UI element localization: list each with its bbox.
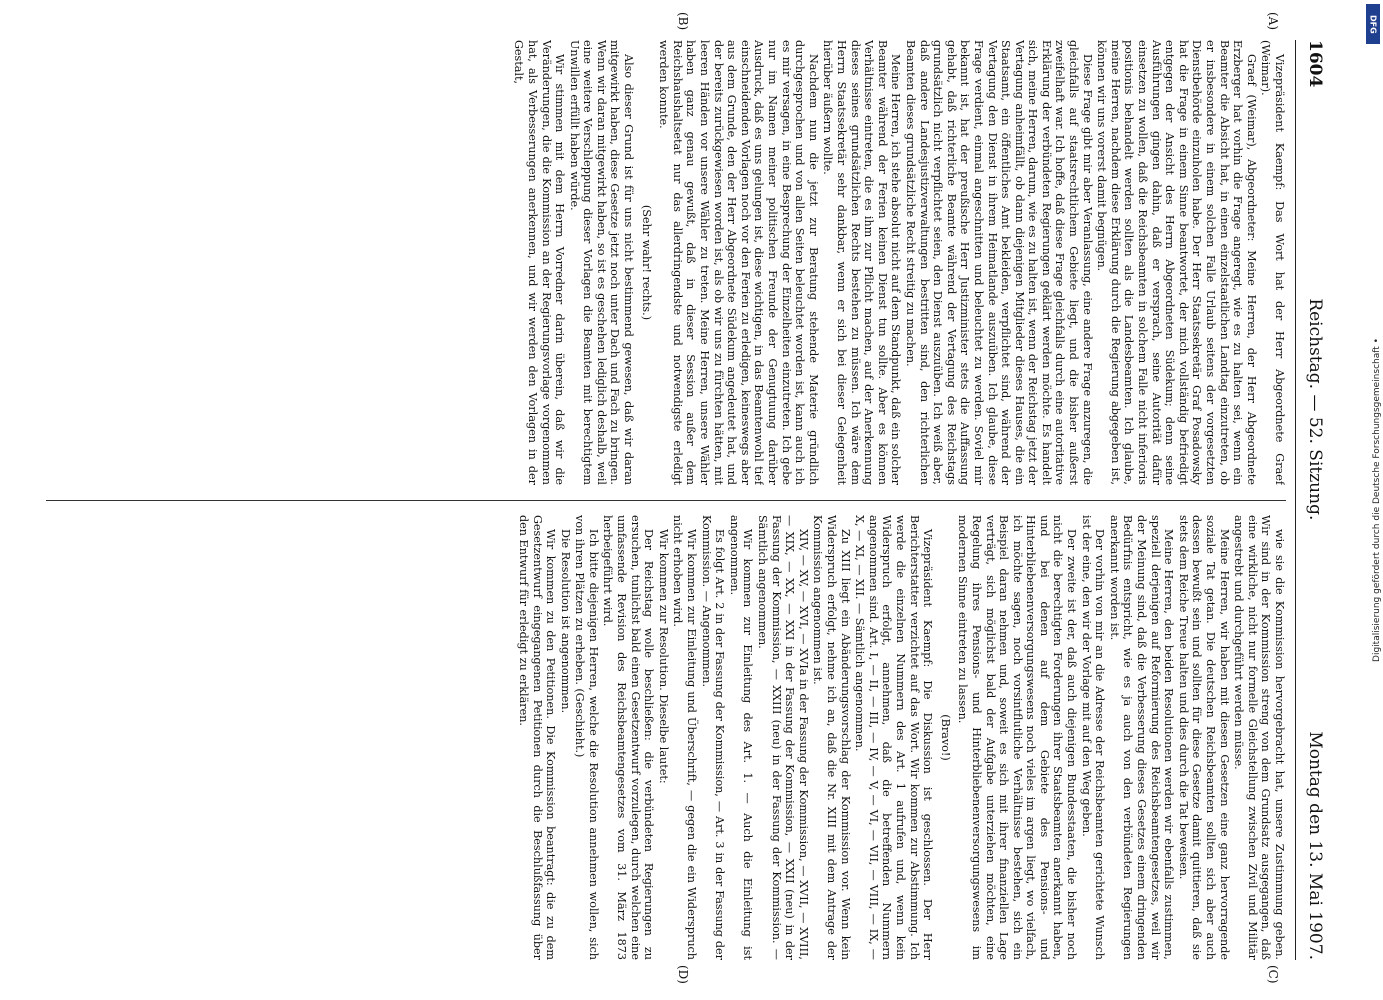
paragraph: Meine Herren, wir haben mit diesen Gesetzen eine ganz hervorragende soziale Tat getan. Die deutschen Reichsbeamten sollten sich aber auch dessen bewußt sein und sollten für diese Gesetze damit quittieren, daß sie stets dem Reiche Treue halten und dies durch die Tat beweisen. [1176,515,1231,960]
column-divider [46,500,1286,501]
paragraph: Nachdem nun die jetzt zur Beratung stehende Materie gründlich durchgesprochen und von allen Seiten beleuchtet worden ist, kann auch ich es mir versagen, in eine Besprechung der Einzelheiten einzutreten. Ich gebe nur im Namen meiner politischen Freunde der Genugtuung darüber Ausdruck, daß es uns gelungen ist, diese wichtigen, in das Beamtenwohl tief einschneidenden Vorlagen noch vor den Ferien zu erledigen, keineswegs aber aus dem Grunde, den der Herr Abgeordnete Südekum angedeutet hat, und der bereits zurückgewiesen worden ist, als ob wir uns zu fürchten hätten, mit leeren Händen vor unsere Wähler zu treten. Meine Herren, unsere Wähler haben ganz genau gewußt, daß in dieser Session außer dem Reichshaushaltsetat nur das allerdringendste und notwendigste erledigt werden konnte. [657,40,820,485]
paragraph: XIV, — XV, — XVI, — XVIa in der Fassung der Kommission, — XVII, — XVIII, — XIX, — XX, — XXI in der Fassung der Kommission, — XXII (neu) in der Fassung der Kommission, — XXIII (neu) in der Fassung der Kommission. — Sämtlich angenommen. [756,515,810,960]
right-column [46,515,1286,960]
paragraph: Vizepräsident Kaempf: Die Diskussion ist geschlossen. Der Herr Berichterstatter verzichtet auf das Wort. Wir kommen zur Abstimmung. Ich werde die einzelnen Nummern des Art. 1 aufrufen und, wenn kein Widerspruch erfolgt, annehmen, daß die betreffenden Nummern angenommen sind. Art. I, — II, — III, — IV, — V, — VI, — VII, — VIII, — IX, — X, — XI, — XII. — Sämtlich angenommen. [853,515,935,960]
margin-mark-b: (B) [676,12,690,31]
paragraph: Wir kommen zu den Petitionen. Die Kommission beantragt: die zu dem Gesetzentwurf eingegangenen Petitionen durch die Beschlußfassung über den Entwurf für erledigt zu erklären. [516,515,558,960]
paragraph: Der vorhin von mir an die Adresse der Reichsbeamten gerichtete Wunsch ist der eine, den wir der Vorlage mit auf den Weg geben. [1079,515,1107,960]
paragraph: Die Resolution ist angenommen. [558,529,572,714]
digitization-credit: Digitalisierung gefördert durch die Deutsche Forschungsgemeinschaft • [1372,338,1382,662]
paragraph: Der zweite ist der, daß auch diejenigen Bundesstaaten, die bisher noch nicht die berechtigten Forderungen ihrer Staatsbeamten anerkannt haben, und bei denen auf dem Gebiete des Pensions- und Hinterbliebenenversorgungswesens noch vieles im argen liegt, wo vielfach, ich möchte sagen, noch vorsintflutliche Verhältnisse bestehen, sich ein Beispiel daran nehmen und, soweit es sich mit ihrer finanziellen Lage verträgt, sich möglichst bald der Aufgabe unterziehen möchten, eine Regelung ihres Pensions- und Hinterbliebenenversorgungswesens im modernen Sinne eintreten zu lassen. [956,515,1079,960]
paragraph: Wir stimmen mit dem Herrn Vorredner darin überein, daß wir die Veränderungen, die die Kommission an der Regierungsvorlage vorgenommen hat, als Verbesserungen anerkennen, und wir werden den Vorlagen in der Gestalt, [512,40,567,485]
paragraph: wie sie die Kommission hervorgebracht hat, unsere Zustimmung geben. Wir sind in der Kommission streng von dem Grundsatz ausgegangen, daß eine wirkliche, nicht nur formelle Gleichstellung zwischen Zivil und Militär angestrebt und durchgeführt werden müsse. [1232,515,1286,960]
margin-mark-a: (A) [1266,12,1280,31]
paragraph: Wir kommen zur Einleitung und Überschrift, — gegen die ein Widerspruch nicht erhoben wird. [671,515,699,960]
paragraph: Der Reichstag wolle beschließen: die verbündeten Regierungen zu ersuchen, tunlichst bald einen Gesetzentwurf vorzulegen, durch welchen eine umfassende Revision des Reichsbeamtengesetzes vom 31. März 1873 herbeigeführt wird. [601,515,656,960]
paragraph: Vizepräsident Kaempf: Das Wort hat der Herr Abgeordnete Graef (Weimar). [1259,40,1286,485]
paragraph: Meine Herren, ich stehe absolut nicht auf dem Standpunkt, daß ein solcher Beamter während der Ferien keinen Dienst tun sollte. Aber es können Verhältnisse eintreten, die es ihm zur Pflicht machen, auf der Anerkennung dieses seines grundsätzlichen Rechts bestehen zu müssen. Ich wäre dem Herrn Staatssekretär sehr dankbar, wenn er sich bei dieser Gelegenheit hierüber äußern wollte. [821,40,903,485]
page-body [40,12,1330,984]
running-head-title: Reichstag. — 52. Sitzung. [1305,298,1325,521]
paragraph: (Sehr wahr! rechts.) [639,204,653,321]
paragraph: Diese Frage gibt mir aber Veranlassung, eine andere Frage anzuregen, die gleichfalls auf staatsrechtlichem Gebiete liegt, und die bisher außerst zweifelhaft war. Ich hoffe, daß diese Frage gleichfalls durch eine autoritative Erklärung der verbündeten Regierungen geklärt werden möchte. Es handelt sich, meine Herren, darum, wie es zu halten ist, wenn der Reichstag jetzt der Vertagung anheimfällt, ob dann diejenigen Mitglieder dieses Hauses, die ein Staatsamt, ein öffentliches Amt bekleiden, verpflichtet sind, während der Vertagung den Dienst in ihrem Heimatlande auszuüben. Ich glaube, diese Frage verdient, einmal angeschnitten und beleuchtet zu werden. Soviel mir bekannt ist, hat der preußische Herr Justizminister stets die Auffassung gehabt, daß richterliche Beamte während der Vertagung des Reichstags grundsätzlich nicht verpflichtet seien, den Dienst auszuüben. Ich weiß aber, daß andere Landesjustizverwaltungen bestritten sind, den richterlichen Beamten dieses grundsätzliche Recht streitig zu machen. [903,40,1094,485]
paragraph: Es folgt Art. 2 in der Fassung der Kommission, — Art. 3 in der Fassung der Kommission. — Angenommen. [699,515,727,960]
left-column [46,40,1286,485]
paragraph: Zu XIII liegt ein Abänderungsvorschlag der Kommission vor. Wenn kein Widerspruch erfolgt, nehme ich an, daß die Nr. XIII mit dem Antrage der Kommission angenommen ist. [811,515,852,960]
margin-mark-d: (D) [676,965,690,984]
running-head-date: Montag den 13. Mai 1907. [1305,731,1325,960]
margin-mark-c: (C) [1266,965,1280,984]
paragraph: (Bravo!) [938,714,952,761]
running-head [1300,40,1330,960]
paragraph: Also dieser Grund ist für uns nicht bestimmend gewesen, daß wir daran mitgewirkt haben, diese Gesetze jetzt noch unter Dach und Fach zu bringen. Wenn wir daran mitgewirkt haben, so ist es geschehen lediglich deshalb, weil eine weitere Verschleppung dieser Vorlagen die Beamten mit berechtigtem Unwillen erfüllt haben würde. [567,40,636,485]
paragraph: Meine Herren, den beiden Resolutionen werden wir ebenfalls zustimmen, speziell derjenigen auf Reformierung des Reichsbeamtengesetzes, weil wir der Meinung sind, daß die Verbesserung dieses Gesetzes einem dringenden Bedürfnis entspricht, wie es ja auch von den verbündeten Regierungen anerkannt worden ist. [1107,515,1176,960]
header-rule [1295,40,1296,960]
running-head-page: 1604 [1305,40,1325,88]
paragraph: Wir kommen zur Einleitung des Art. 1. — Auch die Einleitung ist angenommen. [727,515,755,960]
dfg-logo: DFG [1366,4,1380,44]
paragraph: Graef (Weimar), Abgeordneter: Meine Herren, der Herr Abgeordnete Erzberger hat vorhin die Frage angeregt, wie es zu halten sei, wenn ein Beamter die Absicht hat, in einen einzelstaatlichen Landtag einzutreten, ob er insbesondere in einem solchen Falle Urlaub seitens der vorgesetzten Dienstbehörde einzuholen habe. Der Herr Staatssekretär Graf Posadowsky hat die Frage in einem Sinne beantwortet, der mich vollständig befriedigt entgegen der Ansicht des Herrn Abgeordneten Südekum; denn seine Ausführungen gingen dahin, daß er versprach, seine Autorität dafür einsetzen zu wollen, daß die Reichsbeamten in solchem Falle nicht inferioris positionis behandelt werden sollten als die Landesbeamten. Ich glaube, meine Herren, nachdem diese Erklärung durch die Regierung abgegeben ist, können wir uns vorerst damit begnügen. [1095,40,1258,485]
paragraph: Ich bitte diejenigen Herren, welche die Resolution annehmen wollen, sich von ihren Plätzen zu erheben. (Geschieht.) [573,515,600,960]
paragraph: Wir kommen zur Resolution. Dieselbe lautet: [656,529,670,784]
